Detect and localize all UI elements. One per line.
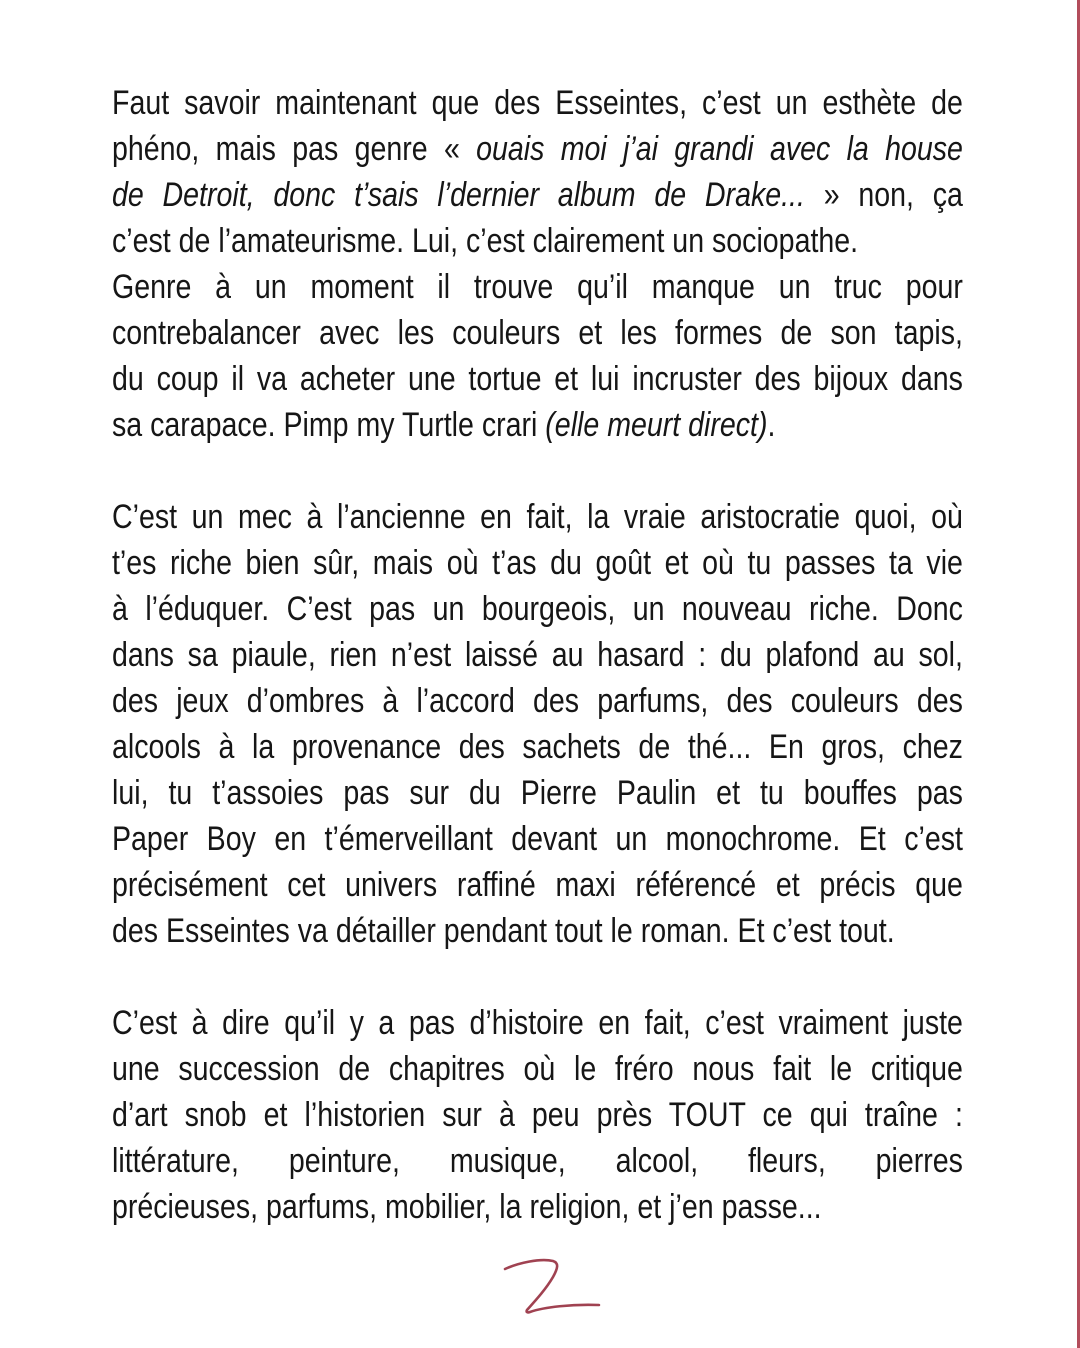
text-line: [112, 172, 963, 218]
text-segment: à l’éduquer. C’est pas un bourgeois, un nouveau riche. Donc: [112, 590, 963, 628]
text-segment: c’est de l’amateurisme. Lui, c’est clairement un sociopathe.: [112, 222, 859, 260]
text-line: [112, 1046, 963, 1092]
text-segment: C’est un mec à l’ancienne en fait, la vraie aristocratie quoi, où: [112, 498, 963, 536]
text-line: [112, 862, 963, 908]
text-segment: des jeux d’ombres à l’accord des parfums, des couleurs des: [112, 682, 963, 720]
text-segment: Paper Boy en t’émerveillant devant un monochrome. Et c’est: [112, 820, 963, 858]
handwritten-page-number: [478, 1244, 618, 1324]
text-segment: des Esseintes va détailler pendant tout le roman. Et c’est tout.: [112, 912, 895, 950]
text-segment: contrebalancer avec les couleurs et les formes de son tapis,: [112, 314, 963, 352]
text-segment: précisément cet univers raffiné maxi référencé et précis que: [112, 866, 963, 904]
text-segment: Genre à un moment il trouve qu’il manque un truc pour: [112, 268, 963, 306]
text-segment-italic: (elle meurt direct): [545, 406, 768, 444]
text-block: [112, 80, 963, 1230]
text-segment: » non, ça: [804, 176, 963, 214]
text-segment: d’art snob et l’historien sur à peu près TOUT ce qui traîne :: [112, 1096, 963, 1134]
text-segment-italic: ouais moi j’ai grandi avec la house: [476, 130, 963, 168]
text-line: [112, 494, 963, 540]
text-line: [112, 218, 963, 264]
text-line: [112, 1092, 963, 1138]
text-line: [112, 770, 963, 816]
text-segment: t’es riche bien sûr, mais où t’as du goût et où tu passes ta vie: [112, 544, 963, 582]
text-line: [112, 126, 963, 172]
text-segment: Faut savoir maintenant que des Esseintes, c’est un esthète de: [112, 84, 963, 122]
text-line: [112, 310, 963, 356]
text-segment: .: [767, 406, 776, 444]
text-segment: lui, tu t’assoies pas sur du Pierre Paulin et tu bouffes pas: [112, 774, 963, 812]
text-line: [112, 678, 963, 724]
text-line: [112, 1184, 963, 1230]
handwritten-two-icon: [478, 1244, 618, 1324]
text-line: [112, 540, 963, 586]
text-segment: littérature, peinture, musique, alcool, fleurs, pierres: [112, 1142, 963, 1180]
text-segment: alcools à la provenance des sachets de thé... En gros, chez: [112, 728, 963, 766]
text-segment: du coup il va acheter une tortue et lui incruster des bijoux dans: [112, 360, 963, 398]
text-segment: sa carapace. Pimp my Turtle crari: [112, 406, 546, 444]
text-line: [112, 1000, 963, 1046]
text-line: [112, 724, 963, 770]
text-segment: une succession de chapitres où le fréro nous fait le critique: [112, 1050, 963, 1088]
text-line: [112, 402, 963, 448]
text-line: [112, 632, 963, 678]
text-line: [112, 816, 963, 862]
text-line: [112, 1138, 963, 1184]
text-segment: dans sa piaule, rien n’est laissé au hasard : du plafond au sol,: [112, 636, 963, 674]
paragraph: [112, 80, 963, 264]
paragraph: [112, 264, 963, 448]
text-segment-italic: de Detroit, donc t’sais l’dernier album de Drake...: [112, 176, 805, 214]
text-segment: précieuses, parfums, mobilier, la religion, et j’en passe...: [112, 1188, 822, 1226]
text-line: [112, 356, 963, 402]
text-line: [112, 586, 963, 632]
text-line: [112, 80, 963, 126]
text-line: [112, 264, 963, 310]
text-segment: C’est à dire qu’il y a pas d’histoire en fait, c’est vraiment juste: [112, 1004, 963, 1042]
text-line: [112, 908, 963, 954]
paragraph: [112, 1000, 963, 1230]
paragraph: [112, 494, 963, 954]
text-segment: phéno, mais pas genre «: [112, 130, 477, 168]
